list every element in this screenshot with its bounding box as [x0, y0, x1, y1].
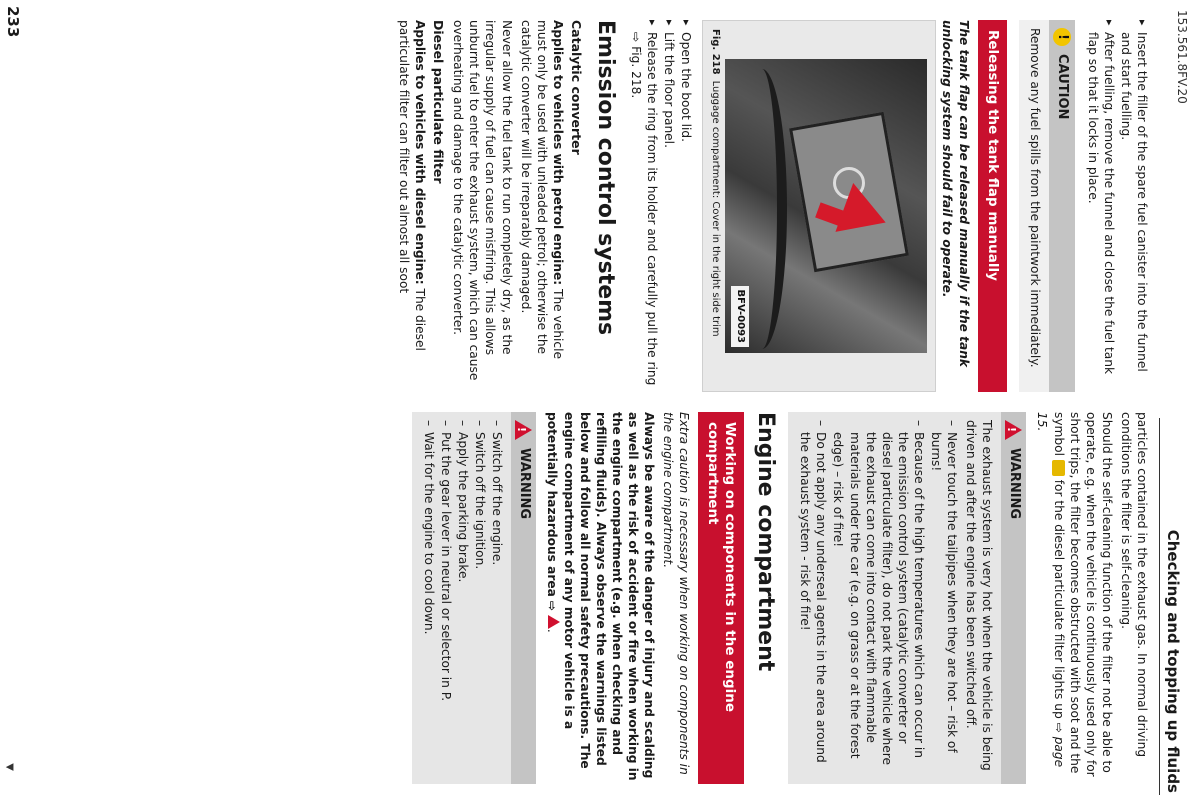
- dpf-continued: particles contained in the exhaust gas. In normal driving conditions the filter is self-cleaning.: [1118, 412, 1149, 758]
- left-column: [393, 20, 1150, 392]
- engine-bold-paragraph: Always be aware of the danger of injury and scalding as well as the risk of accident or fire when working in the engine compartment (e.g. when checking and refilling fluids). Always observe the warnings listed below and follow all normal safety precautions. The engine compartment of any motor vehicle is a potentially hazardous area ⇨ .: [545, 412, 657, 781]
- luggage-compartment-photo: [725, 59, 927, 353]
- warning-item: – Put the gear lever in neutral or selector in P.: [438, 420, 454, 776]
- warning-item: – Because of the high temperatures which can occur in the emission control system (catalytic converter or diesel particulate filter), do not park the vehicle where the exhaust can come into contact with flammable materials under the car (e.g. on grass or at the forest edge) – risk of fire!: [830, 420, 927, 776]
- tank-flap-intro: The tank flap can be released manually if the tank unlocking system should fail to operate.: [940, 20, 971, 367]
- warning-item: – Apply the parking brake.: [455, 420, 471, 776]
- release-steps: [628, 20, 694, 392]
- petrol-paragraph: Applies to vehicles with petrol engine: The vehicle must only be used with unleaded petrol; otherwise the catalytic converter will be irreparably damaged.: [518, 20, 565, 359]
- figure-218: [702, 20, 936, 392]
- step-item: ▸ Open the boot lid.: [678, 20, 694, 392]
- warning-box-engine: [412, 412, 536, 784]
- warning-item: – Switch off the engine.: [489, 420, 505, 776]
- caution-title: CAUTION: [1054, 54, 1070, 120]
- figure-code: BFV-0093: [731, 286, 749, 347]
- step-item: ▸ After fuelling, remove the funnel and close the fuel tank flap so that it locks in place.: [1085, 20, 1117, 392]
- caution-text: Remove any fuel spills from the paintwork immediately.: [1027, 28, 1042, 368]
- warning-title: WARNING: [1006, 448, 1022, 520]
- dpf-obstructed: Should the self-cleaning function of the filter not be able to operate, e.g. when the vehicle is continuously used only for short trips, the filter becomes obstructed with soot and the symbol for the diesel particulate filter lights up ⇨ page 15.: [1035, 412, 1114, 777]
- warning-triangle-icon: !: [515, 420, 532, 440]
- page-reference: ⇨ page 15.: [1035, 412, 1066, 768]
- figure-caption: [703, 21, 725, 391]
- warning-item: – Do not apply any underseal agents in the area around the exhaust system - risk of fire!: [797, 420, 829, 776]
- figure-caption-text: Luggage compartment: Cover in the right side trim: [710, 80, 722, 337]
- warning-title: WARNING: [516, 448, 532, 520]
- fuelling-steps: [1085, 20, 1150, 392]
- subheading-dpf: Diesel particulate filter: [431, 20, 447, 184]
- inline-warning-icon: [548, 615, 560, 629]
- warning-box-exhaust: [788, 412, 1026, 784]
- warning-item: – Never touch the tailpipes when they are hot – risk of burns!: [928, 420, 960, 776]
- right-column: [402, 412, 1150, 784]
- continue-triangle-icon: ▼: [4, 763, 15, 771]
- document-code: 153.561.8FV.20: [1175, 10, 1189, 104]
- warning-item: – Switch off the ignition.: [472, 420, 488, 776]
- engine-intro: Extra caution is necessary when working on components in the engine compartment.: [661, 412, 692, 775]
- step-item: ▸ Insert the filler of the spare fuel canister into the funnel and start fuelling.: [1118, 20, 1150, 392]
- caution-box: [1019, 20, 1075, 392]
- section-bar-tank-flap: Releasing the tank flap manually: [978, 20, 1007, 392]
- step-item: ▸ Lift the floor panel.: [661, 20, 677, 392]
- subheading-catalytic: Catalytic converter: [568, 20, 584, 155]
- page-number: 233: [4, 6, 22, 38]
- step-item: ▸ Release the ring from its holder and carefully pull the ring ⇨ Fig. 218.: [628, 20, 660, 392]
- section-heading-emission: Emission control systems: [592, 20, 618, 336]
- header-rule: [1159, 418, 1160, 795]
- dpf-warning-icon: [1052, 460, 1065, 476]
- diesel-paragraph: Applies to vehicles with diesel engine: The diesel particulate filter can filter out almost all soot: [397, 20, 428, 351]
- warning-triangle-icon: !: [1005, 420, 1022, 440]
- warning-item: – Wait for the engine to cool down.: [421, 420, 437, 776]
- caution-icon: !: [1053, 28, 1071, 46]
- warning-intro: The exhaust system is very hot when the vehicle is being driven and after the engine has been switched off.: [964, 420, 995, 771]
- section-bar-engine: Working on components in the engine compartment: [698, 412, 744, 784]
- running-head: Checking and topping up fluids: [1164, 529, 1182, 793]
- section-heading-engine: Engine compartment: [753, 412, 779, 672]
- misfire-paragraph: Never allow the fuel tank to run completely dry, as the irregular supply of fuel can cause misfiring. This allows unburnt fuel to enter the exhaust system, which can cause overheating and damage to the catalytic converter.: [451, 20, 514, 381]
- figure-label: Fig. 218: [710, 29, 722, 75]
